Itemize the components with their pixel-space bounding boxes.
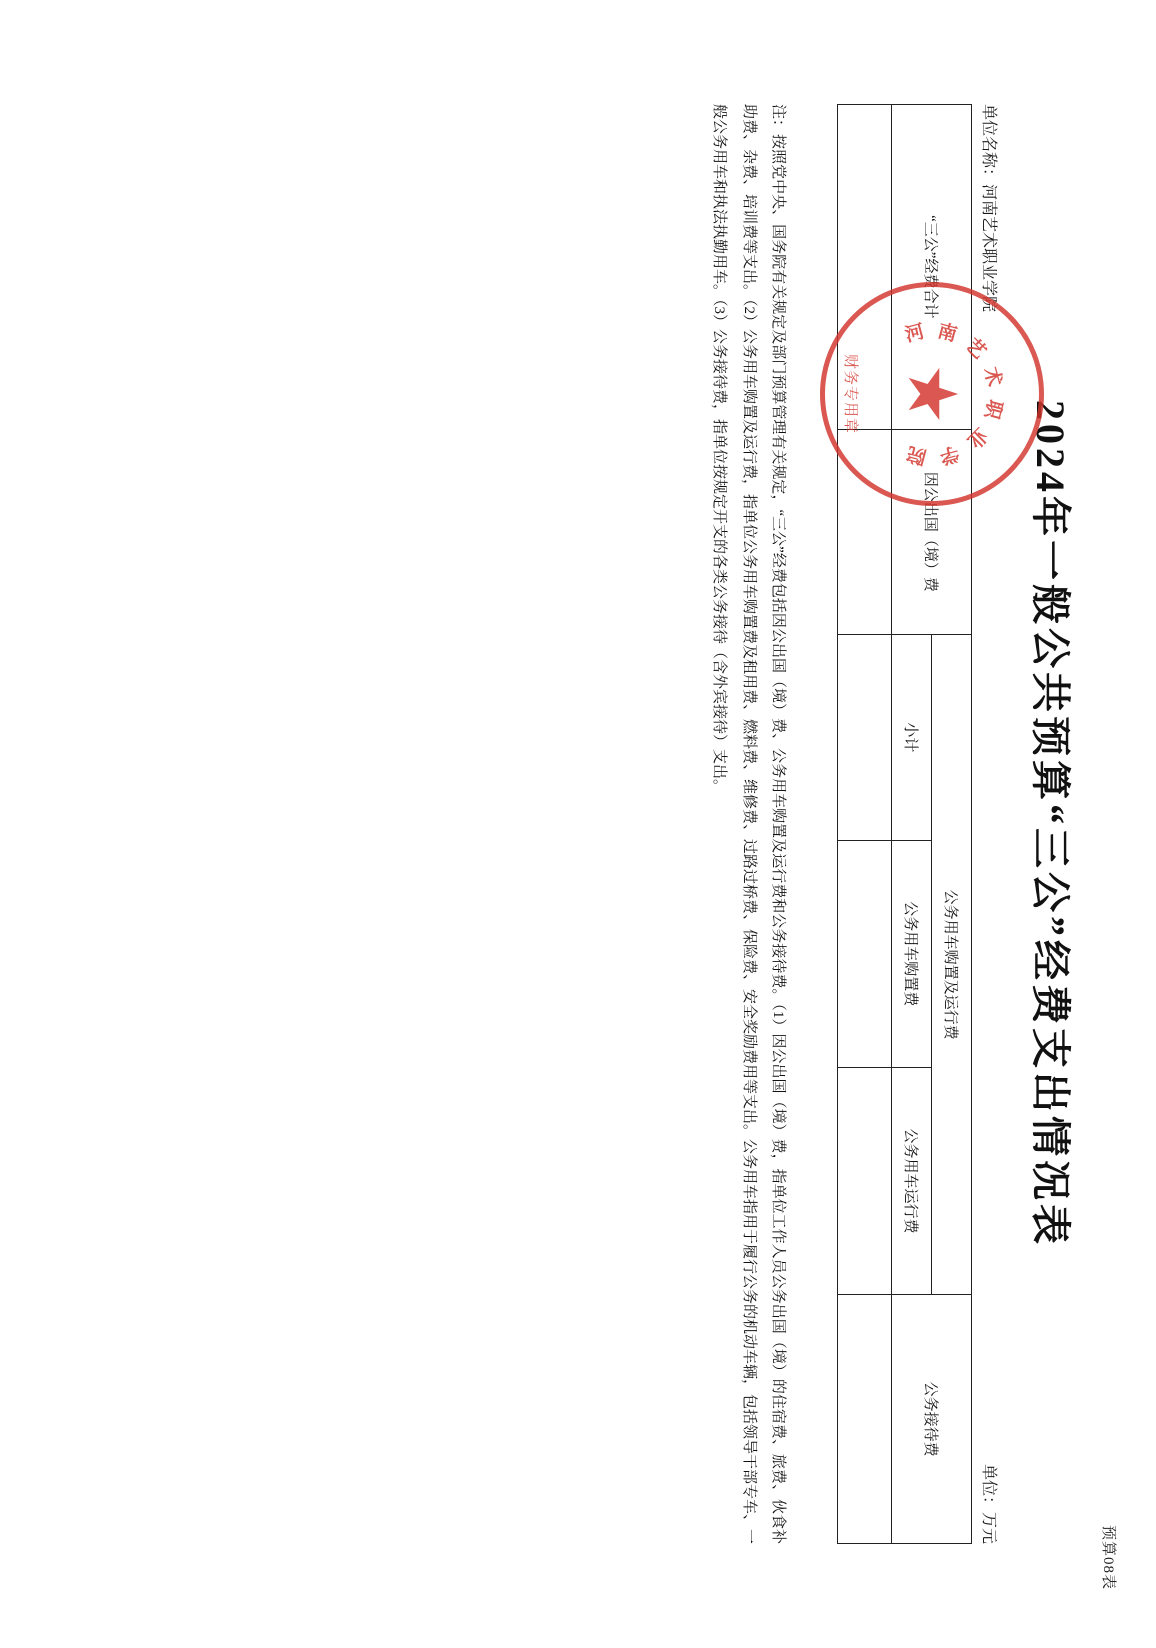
meta-row — [978, 104, 1002, 1544]
seal-char: 学 — [935, 441, 962, 468]
header-reception: 公务接待费 — [892, 1295, 972, 1544]
cell-vehicle-purchase — [838, 840, 892, 1067]
seal-char: 业 — [961, 423, 992, 454]
header-vehicle-subtotal: 小计 — [892, 635, 932, 841]
seal-star-icon: ★ — [894, 363, 970, 425]
seal-char: 院 — [902, 441, 929, 468]
unit-name-label: 单位名称：河南艺术职业学院 — [980, 104, 997, 313]
header-vehicle-group: 公务用车购置及运行费 — [932, 635, 972, 1295]
page-title: 2024年一般公共预算“三公”经费支出情况表 — [1028, 400, 1073, 1248]
seal-char: 南 — [935, 320, 962, 347]
table-row — [838, 105, 892, 1544]
seal-char: 河 — [902, 320, 929, 347]
cell-total — [838, 105, 892, 430]
seal-char: 艺 — [961, 334, 992, 365]
seal-char: 术 — [979, 364, 1006, 391]
budget-table — [837, 104, 972, 1544]
cell-reception — [838, 1295, 892, 1544]
header-total: “三公”经费合计 — [892, 105, 972, 430]
cell-vehicle-operation — [838, 1067, 892, 1294]
cell-abroad — [838, 429, 892, 635]
header-vehicle-purchase: 公务用车购置费 — [892, 840, 932, 1067]
notes-section — [704, 104, 792, 1544]
header-vehicle-operation: 公务用车运行费 — [892, 1067, 932, 1294]
seal-char: 职 — [979, 397, 1006, 424]
header-abroad: 因公出国（境）费 — [892, 429, 972, 635]
budget-sheet — [28, 44, 1128, 1604]
amount-unit-label: 单位：万元 — [980, 1463, 997, 1544]
form-number-label: 预算08表 — [1100, 1524, 1116, 1590]
notes-text: 注：按照党中央、国务院有关规定及部门预算管理有关规定，“三公”经费包括因公出国（境）费、公务用车购置及运行费和公务接待费。（1）因公出国（境）费，指单位工作人员公务出国（境）的住宿费、旅费、伙食补助费、杂费、培训费等支出。（2）公务用车购置及运行费，指单位公务用车购置费及租用费、燃料费、维修费、过路过桥费、保险费、安全奖励费用等支出。公务用车指用于履行公务的机动车辆，包括领导干部专车、一般公务用车和执法执勤用车。（3）公务接待费，指单位按规定开支的各类公务接待（含外宾接待）支出。 — [711, 104, 786, 1545]
seal-bottom-text: 财务专用章 — [842, 353, 858, 435]
cell-vehicle-subtotal — [838, 635, 892, 841]
